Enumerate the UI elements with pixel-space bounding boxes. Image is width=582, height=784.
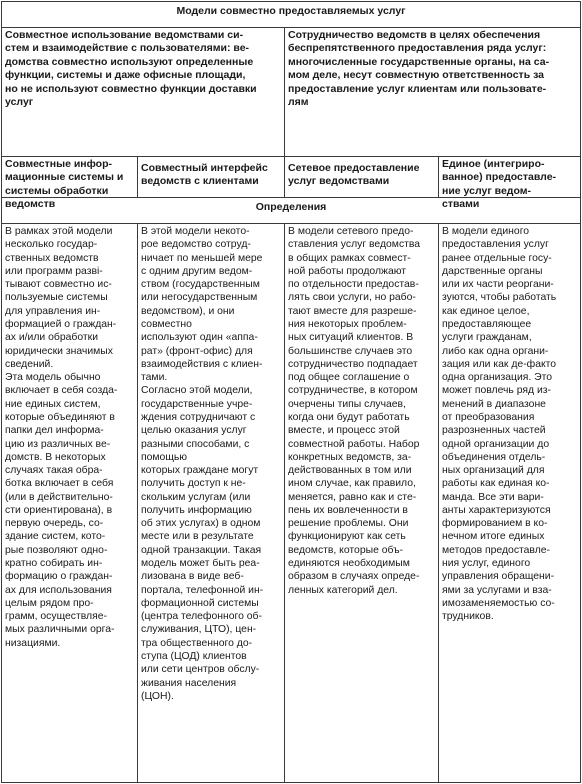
definitions-heading: Определения [255, 201, 327, 213]
definition-shared-interface: В этой модели некото- рое ведомство сотруд- ничает по меньшей мере с одним другим ведом- ством (государственным или негосударственным ведомством), и они совместно используют один «аппа- рат» (фронт-офис) для взаимодействия с клиен- тами. Согласно этой модели, государственные учре- ждения сотрудничают с целью оказания услуг разными способами, с помощью которых граждане могут получить доступ к не- скольким услугам (или получить информацию об этих услугах) в одном месте или в результате одной транзакции. Такая модель может быть реа- лизована в виде веб- портала, телефонной ин- формационной системы (центра телефонного об- служивания, ЦТО), цен- тра общественного до- ступа (ЦОД) клиентов или сети центров обслу- живания населения (ЦОН). [141, 226, 264, 702]
group-header-shared-systems: Совместное использование ведомствами си- стем и взаимодействие с пользователями: ве- домства совместно используют определенные функции, системы и даже офисные площади, но не используют совместно функции доставки услуг [5, 29, 257, 109]
table-title: Модели совместно предоставляемых услуг [176, 5, 406, 17]
model-header-shared-info-systems: Совместные инфор- мационные системы и системы обработки ведомств [5, 158, 124, 211]
model-header-network-delivery: Сетевое предоставление услуг ведомствами [288, 162, 420, 188]
model-header-shared-interface: Совместный интерфейс ведомств с клиентами [141, 162, 268, 188]
table-rule [1, 782, 581, 783]
group-header-collaboration: Сотрудничество ведомств в целях обеспечения беспрепятственного предоставления ряда услуг: многочисленные государственные органы, на са- мом деле, несут совместную ответственность за предоставление услуг клиентам или пользовате- лям [288, 29, 550, 109]
definition-network-delivery: В модели сетевого предо- ставления услуг ведомства в общих рамках совмест- ной работы продолжают по отдельности предостав- лять свои услуги, но рабо- тают вместе для разреше- ния некоторых проблем- ных ситуаций клиентов. В большинстве случаев это сотрудничество подпадает под общее соглашение о сотрудничестве, в котором очерчены типы случаев, когда они будут работать вместе, и процесс этой совместной работы. Набор конкретных ведомств, за- действованных в том или ином случае, как правило, меняется, равно как и сте- пень их вовлеченности в решение проблемы. Они функционируют как сеть ведомств, которые объ- единяются необходимым образом в случаях опреде- ленных категорий дел. [288, 226, 421, 596]
table-rule [580, 1, 581, 783]
definition-integrated-delivery: В модели единого предоставления услуг ранее отдельные госу- дарственные органы или их части реоргани- зуются, чтобы работать как единое целое, предоставляющее услуги гражданам, либо как одна органи- зация или как де-факто одна организация. Это может повлечь ряд из- менений в диапазоне от преобразования разрозненных частей одной организации до объединения отдель- ных организаций для работы как единая ко- манда. Все эти вари- анты характеризуются формированием в ко- нечном итоге единых методов предоставле- ния услуг, единого управления обращени- ями за услугами и вза- имозаменяемостью со- трудников. [442, 226, 557, 623]
definition-shared-info-systems: В рамках этой модели несколько государ- ственных ведомств или программ разві- тывают совместно ис- пользуемые системы для управления ин- формацией о граждан- ах и/или обработки юридически значимых сведений. Эта модель обычно включает в себя созда- ние единых систем, которые объединяют в папки дел информа- цию из различных ве- домств. В некоторых случаях такая обра- ботка включает в себя (или в действительно- сти ориентирована), в первую очередь, со- здание систем, кото- рые позволяют одно- кратно собирать ин- формацию о граждан- ах для использования целым рядом про- грамм, осуществляе- мых различными орга- низациями. [5, 226, 118, 649]
services-models-table [1, 1, 581, 783]
model-header-integrated-delivery: Единое (интегриро- ванное) предоставле- ние услуг ведом- ствами [442, 158, 557, 211]
